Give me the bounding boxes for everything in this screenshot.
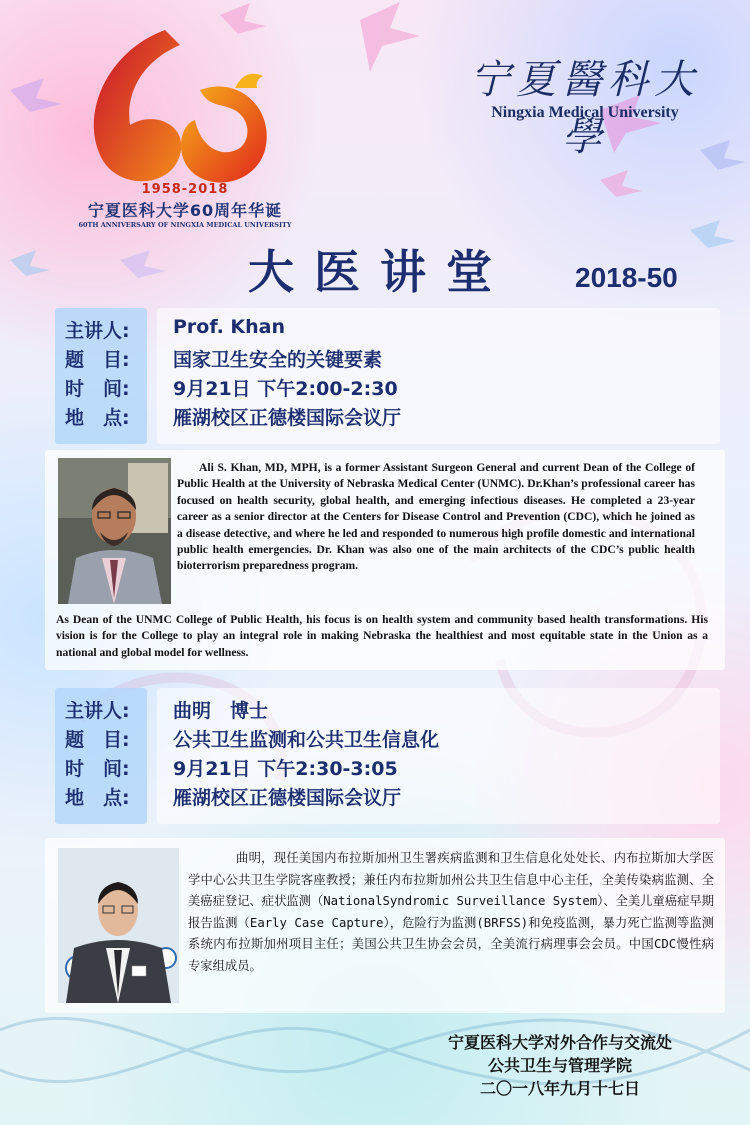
speaker-value: 曲明 博士 xyxy=(173,700,269,722)
logo-anniversary-en: 60TH ANNIVERSARY OF NINGXIA MEDICAL UNIVERSITY xyxy=(78,221,292,229)
logo-anniversary-cn: 宁夏医科大学60周年华诞 xyxy=(87,201,283,220)
time-row xyxy=(55,374,720,402)
place-row xyxy=(55,783,720,811)
anniversary-60-logo-icon xyxy=(70,20,280,200)
topic-row xyxy=(55,725,720,753)
time-value: 9月21日 下午2:30-3:05 xyxy=(173,758,398,780)
footer-organizer-1: 宁夏医科大学对外合作与交流处 xyxy=(447,1033,672,1052)
logo-years: 1958-2018 xyxy=(141,182,229,197)
bio-text: 曲明，现任美国内布拉斯加州卫生署疾病监测和卫生信息化处处长、内布拉斯加大学医学中心公共卫生学院客座教授；兼任内布拉斯加州公共卫生信息中心主任，全美传染病监测、全美癌症登记、症状监测（NationalSyndromic Surveillance System）、全美儿童癌症早期报告监测（Early Case Capture），危险行为监测(BRFSS)和免疫监测，暴力死亡监测等监测系统内布拉斯加州项目主任；美国公共卫生协会会员，全美流行病理事会会员。中国CDC慢性病专家组成员。 xyxy=(188,851,715,973)
time-row xyxy=(55,754,720,782)
topic-value: 公共卫生监测和公共卫生信息化 xyxy=(173,729,440,751)
speaker-row xyxy=(55,316,720,344)
university-name-en: Ningxia Medical University xyxy=(491,104,679,121)
topic-value: 国家卫生安全的关键要素 xyxy=(173,349,383,371)
speaker-value: Prof. Khan xyxy=(173,316,286,338)
lecture-2-info xyxy=(55,688,720,824)
place-value: 雁湖校区正德楼国际会议厅 xyxy=(173,787,402,809)
lecture-2-bio xyxy=(45,838,725,1013)
speaker-label: 主讲人: xyxy=(65,320,130,342)
place-label: 地 点: xyxy=(65,787,130,809)
lecture-1-info xyxy=(55,308,720,444)
place-row xyxy=(55,403,720,431)
place-value: 雁湖校区正德楼国际会议厅 xyxy=(173,407,402,429)
footer-date: 二〇一八年九月十七日 xyxy=(479,1079,640,1098)
footer-organizer-2: 公共卫生与管理学院 xyxy=(487,1056,632,1075)
topic-label: 题 目: xyxy=(65,729,130,751)
time-value: 9月21日 下午2:00-2:30 xyxy=(173,378,398,400)
lecture-1-bio xyxy=(45,450,725,670)
time-label: 时 间: xyxy=(65,378,130,400)
time-label: 时 间: xyxy=(65,758,130,780)
topic-label: 题 目: xyxy=(65,349,130,371)
bio-text-part1: Ali S. Khan, MD, MPH, is a former Assistant Surgeon General and current Dean of the College of Public Health at the University of Nebraska Medical Center (UNMC). Dr.Khan’s professional career has focused on health security, global health, and emerging infectious diseases. He completed a 23-year career as a senior director at the Centers for Disease Control and Prevention (CDC), which he joined as a disease detective, and where he led and responded to numerous high profile domestic and international public health emergencies. Dr. Khan was also one of the main architects of the CDC’s public health bioterrorism preparedness program. xyxy=(177,461,695,573)
speaker-row xyxy=(55,696,720,724)
topic-row xyxy=(55,345,720,373)
university-name-cn: 宁夏醫科大學 xyxy=(470,57,700,160)
page-title: 大医讲堂 xyxy=(248,245,512,299)
bio-text-part2: As Dean of the UNMC College of Public Health, his focus is on health system and community based health transformations. His vision is for the College to play an integral role in making Nebraska the healthiest and most equitable state in the Union as a national and global model for wellness. xyxy=(56,613,708,659)
speaker-photo-khan xyxy=(58,458,171,604)
speaker-photo-qu xyxy=(58,848,179,1003)
speaker-label: 主讲人: xyxy=(65,700,130,722)
issue-number: 2018-50 xyxy=(575,262,678,293)
place-label: 地 点: xyxy=(65,407,130,429)
